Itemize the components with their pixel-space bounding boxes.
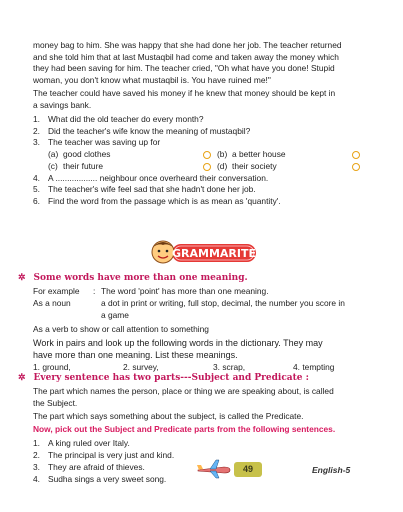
passage-paragraph-1 (33, 40, 373, 86)
question-6: 6. Find the word from the passage which is as mean as 'quantity'. (33, 195, 281, 206)
question-4: 4. A .................. neighbour once overheard their conversation. (33, 172, 269, 183)
verb-definition: As a verb to show or call attention to something (33, 324, 209, 334)
question-2: 2. Did the teacher's wife know the meaning of mustaqbil? (33, 125, 251, 136)
page-number: 49 (234, 462, 262, 477)
question-3: 3. The teacher was saving up for (33, 137, 161, 148)
noun-definition: a dot in print or writing, full stop, decimal, the number you score in a game (101, 298, 345, 320)
star-bullet-icon: ✲ (18, 373, 26, 383)
passage-line: they had been saving for him. The teacher cried, "Oh what have you done! Stupid (33, 63, 335, 74)
passage-line: a savings bank. (33, 99, 92, 110)
word-3: 3. scrap, (213, 362, 246, 372)
banner-title: GRAMMARITE (172, 247, 256, 260)
section-heading-2: ✲ Every sentence has two parts---Subject and Predicate : (18, 373, 309, 383)
option-circle-icon[interactable] (203, 151, 211, 159)
sentence-1: 1. A king ruled over Italy. (33, 438, 130, 448)
sentence-4: 4. Sudha sings a very sweet song. (33, 474, 167, 484)
question-3-options: (a) good clothes (b) a better house (c) their future (d) their society (48, 149, 378, 172)
book-title: English-5 (312, 465, 351, 475)
question-1: 1. What did the old teacher do every month? (33, 114, 204, 124)
option-d-text: their society (232, 160, 277, 171)
section2-instruction: Now, pick out the Subject and Predicate parts from the following sentences. (33, 424, 336, 434)
passage-line: woman, you don't know what mustaqbil is. You have ruined me!" (33, 74, 271, 85)
section-heading-1: ✲ Some words have more than one meaning. (18, 273, 248, 283)
option-circle-icon[interactable] (203, 163, 211, 171)
option-b-text: a better house (232, 149, 286, 160)
sentence-3: 3. They are afraid of thieves. (33, 462, 145, 472)
for-example-label: For example (33, 286, 80, 296)
sentence-2: 2. The principal is very just and kind. (33, 450, 175, 460)
predicate-definition: The part which says something about the subject, is called the Predicate. (33, 411, 304, 421)
option-circle-icon[interactable] (352, 151, 360, 159)
option-circle-icon[interactable] (352, 163, 360, 171)
word-2: 2. survey, (123, 362, 159, 372)
star-bullet-icon: ✲ (18, 273, 26, 283)
colon: : (93, 286, 96, 296)
passage-paragraph-2 (33, 88, 373, 111)
pairs-instruction: Work in pairs and look up the following words in the dictionary. They may have more than one meaning. List these meanings. (33, 338, 323, 360)
questions-list (33, 114, 378, 208)
passage-line: money bag to him. She was happy that she had done her job. The teacher returned (33, 40, 342, 50)
noun-label: As a noun (33, 298, 71, 308)
grammarite-banner (150, 238, 260, 266)
word-4: 4. tempting (293, 362, 335, 372)
question-5: 5. The teacher's wife feel sad that she hadn't done her job. (33, 184, 256, 195)
for-example-text: The word 'point' has more than one meaning. (101, 286, 269, 296)
boy-mascot-icon (150, 238, 260, 266)
airplane-icon (196, 458, 232, 480)
subject-definition: The part which names the person, place or thing we are speaking about, is called the Subject. (33, 386, 334, 408)
passage-line: and she told him that at last Mustaqbil had come and taken away the money which (33, 51, 339, 62)
option-c-text: their future (63, 160, 104, 171)
passage-line: The teacher could have saved his money if he knew that money should be kept in (33, 88, 336, 98)
option-a-text: good clothes (63, 149, 111, 160)
word-1: 1. ground, (33, 362, 71, 372)
